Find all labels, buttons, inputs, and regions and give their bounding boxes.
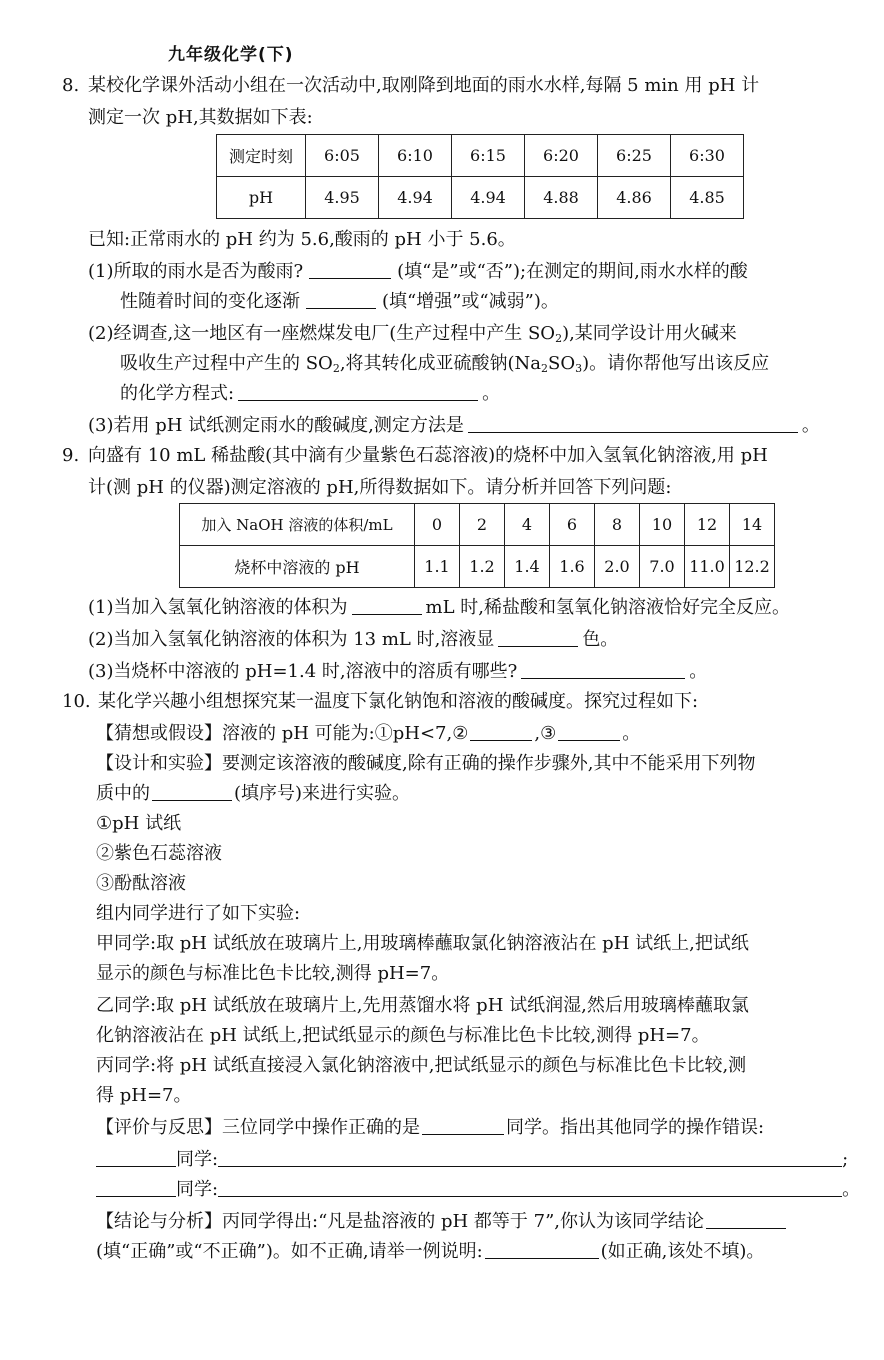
error-label: 同学: [176,1179,219,1200]
conclusion-blank[interactable] [706,1210,786,1229]
guess-tag: 【猜想或假设】 [96,723,222,744]
q8-cell: 4.94 [379,177,452,219]
q8-cell: 6:05 [306,135,379,177]
error-student-blank-1[interactable] [96,1148,176,1167]
q8-cell: 6:10 [379,135,452,177]
q9-part2 [88,628,618,652]
q8-p2-text3: ,将其转化成亚硫酸钠(Na [339,353,542,374]
q8-p1-text: (1)所取的雨水是否为酸雨? [88,261,304,282]
q9-part3 [88,660,707,684]
q9-cell-header-volume: 加入 NaOH 溶液的体积/mL [180,504,415,546]
q9-cell: 12.2 [730,546,775,588]
q10-conclusion-line1 [96,1210,786,1234]
q9-stem2: 计(测 pH 的仪器)测定溶液的 pH,所得数据如下。请分析并回答下列问题: [88,477,672,498]
eval-text1: 三位同学中操作正确的是 [222,1117,420,1138]
group-intro: 组内同学进行了如下实验: [96,903,301,924]
error-semicolon: ; [842,1149,849,1170]
q9-cell: 1.4 [505,546,550,588]
q9-cell: 6 [550,504,595,546]
q9-cell: 2 [460,504,505,546]
error-reason-blank-2[interactable] [218,1178,842,1197]
subscript: 2 [555,332,563,345]
subscript: 3 [575,362,583,375]
student-jia-line2: 显示的颜色与标准比色卡比较,测得 pH=7。 [96,963,450,984]
error-line-1 [96,1148,848,1172]
q9-cell: 2.0 [595,546,640,588]
q8-cell: 4.88 [525,177,598,219]
design-text2b: (填序号)来进行实验。 [234,783,411,804]
q8-part2-line3 [120,382,500,406]
q9-cell: 1.1 [415,546,460,588]
q9-cell: 8 [595,504,640,546]
student-yi-line2: 化钠溶液沾在 pH 试纸上,把试纸显示的颜色与标准比色卡比较,测得 pH=7。 [96,1025,710,1046]
q10-eval [96,1116,764,1140]
guess-mid: ,③ [534,723,557,744]
design-text2a: 质中的 [96,783,150,804]
q9-cell: 10 [640,504,685,546]
q9-cell: 14 [730,504,775,546]
q8-part3 [88,414,820,438]
q9-solute-blank[interactable] [521,660,685,679]
q9-stem1: 向盛有 10 mL 稀盐酸(其中滴有少量紫色石蕊溶液)的烧杯中加入氢氧化钠溶液,用 pH [88,445,768,466]
design-tag: 【设计和实验】 [96,753,222,774]
q10-number: 10. [62,691,91,712]
q8-p1-text2: (填“是”或“否”);在测定的期间,雨水水样的酸 [397,261,748,282]
q8-p1-text4: (填“增强”或“减弱”)。 [382,291,559,312]
conclusion-text2a: (填“正确”或“不正确”)。如不正确,请举一例说明: [96,1241,483,1262]
q9-cell: 7.0 [640,546,685,588]
design-text1: 要测定该溶液的酸碱度,除有正确的操作步骤外,其中不能采用下列物 [222,753,756,774]
q8-stem2: 测定一次 pH,其数据如下表: [88,107,313,128]
conclusion-tag: 【结论与分析】 [96,1211,222,1232]
q10-stem-text: 某化学兴趣小组想探究某一温度下氯化钠饱和溶液的酸碱度。探究过程如下: [98,691,699,712]
q9-table-row-volume [180,504,775,546]
q9-p3-text: (3)当烧杯中溶液的 pH=1.4 时,溶液中的溶质有哪些? [88,661,518,682]
q8-p1-answer-blank[interactable] [309,260,391,279]
q8-p2-text4: SO [548,353,576,374]
q10-design-line2 [96,782,410,806]
eval-tag: 【评价与反思】 [96,1117,222,1138]
q9-p1-text2: mL 时,稀盐酸和氢氧化钠溶液恰好完全反应。 [425,597,790,618]
q8-cell: 6:25 [598,135,671,177]
q9-cell: 12 [685,504,730,546]
guess-blank-2[interactable] [470,722,532,741]
option-3: ③酚酞溶液 [96,873,186,894]
q9-cell: 4 [505,504,550,546]
q8-cell: 6:20 [525,135,598,177]
error-line-2 [96,1178,860,1202]
q9-data-table [179,503,775,588]
student-bing-line1: 丙同学:将 pH 试纸直接浸入氯化钠溶液中,把试纸显示的颜色与标准比色卡比较,测 [96,1055,747,1076]
q9-p2-text: (2)当加入氢氧化钠溶液的体积为 13 mL 时,溶液显 [88,629,495,650]
page-header: 九年级化学(下) [168,45,294,65]
q9-cell: 0 [415,504,460,546]
q8-cell: 4.85 [671,177,744,219]
student-yi-line1: 乙同学:取 pH 试纸放在玻璃片上,先用蒸馏水将 pH 试纸润湿,然后用玻璃棒蘸取氯 [96,995,749,1016]
q8-p3-text: (3)若用 pH 试纸测定雨水的酸碱度,测定方法是 [88,415,464,436]
error-period: 。 [842,1179,861,1200]
q8-data-table [216,134,744,219]
q10-design-line1 [96,752,755,776]
conclusion-text2b: (如正确,该处不填)。 [600,1241,765,1262]
eval-correct-blank[interactable] [422,1116,504,1135]
q9-volume-blank[interactable] [352,596,422,615]
student-bing-line2: 得 pH=7。 [96,1085,192,1106]
q8-cell: 4.86 [598,177,671,219]
conclusion-text1: 丙同学得出:“凡是盐溶液的 pH 都等于 7”,你认为该同学结论 [222,1211,705,1232]
q8-part2-line1 [88,322,737,351]
q8-known: 已知:正常雨水的 pH 约为 5.6,酸雨的 pH 小于 5.6。 [88,229,516,250]
q8-cell-header-ph: pH [217,177,306,219]
q9-part1 [88,596,790,620]
q8-cell: 6:30 [671,135,744,177]
q8-p2-text6: 的化学方程式: [120,383,235,404]
q9-number: 9. [62,445,80,466]
q8-p1-trend-blank[interactable] [306,290,376,309]
q10-conclusion-line2 [96,1240,764,1264]
q8-p2-text5: )。请你帮他写出该反应 [582,353,770,374]
q8-p2-text2: 吸收生产过程中产生的 SO [120,353,333,374]
q8-p2-end: 。 [482,383,501,404]
student-jia-line1: 甲同学:取 pH 试纸放在玻璃片上,用玻璃棒蘸取氯化钠溶液沾在 pH 试纸上,把试纸 [96,933,749,954]
q10-guess [96,722,640,746]
guess-text: 溶液的 pH 可能为:①pH<7,② [222,723,469,744]
q8-p2-text: (2)经调查,这一地区有一座燃煤发电厂(生产过程中产生 SO [88,323,556,344]
example-blank[interactable] [485,1240,599,1259]
q8-stem-line1 [62,74,759,98]
q8-table-row-time [217,135,744,177]
option-2: ②紫色石蕊溶液 [96,843,222,864]
q8-cell: 6:15 [452,135,525,177]
guess-blank-3[interactable] [558,722,620,741]
q8-part2-line2 [120,352,769,381]
subscript: 2 [332,362,340,375]
q8-cell: 4.94 [452,177,525,219]
q8-method-blank[interactable] [468,414,798,433]
q9-p2-text2: 色。 [582,629,619,650]
q8-p1-text3: 性随着时间的变化逐渐 [120,291,300,312]
subscript: 2 [541,362,549,375]
error-student-blank-2[interactable] [96,1178,176,1197]
q9-table-row-ph [180,546,775,588]
q9-cell: 1.6 [550,546,595,588]
q9-color-blank[interactable] [498,628,578,647]
eval-text2: 同学。指出其他同学的操作错误: [506,1117,765,1138]
q8-p2-text-end: ),某同学设计用火碱来 [562,323,737,344]
q8-cell: 4.95 [306,177,379,219]
q9-cell: 1.2 [460,546,505,588]
q9-cell: 11.0 [685,546,730,588]
design-blank[interactable] [152,782,232,801]
q8-p3-end: 。 [801,415,820,436]
error-label: 同学: [176,1149,219,1170]
option-1: ①pH 试纸 [96,813,182,834]
q8-stem1: 某校化学课外活动小组在一次活动中,取刚降到地面的雨水水样,每隔 5 min 用 pH 计 [88,75,760,96]
q9-stem-line1 [62,444,768,468]
error-reason-blank-1[interactable] [218,1148,842,1167]
q9-p3-end: 。 [689,661,708,682]
q8-table-row-ph [217,177,744,219]
guess-end: 。 [622,723,641,744]
q8-equation-blank[interactable] [238,382,478,401]
q9-p1-text: (1)当加入氢氧化钠溶液的体积为 [88,597,348,618]
q10-stem [62,690,698,714]
q8-part1-line2 [120,290,559,314]
q9-cell-header-ph: 烧杯中溶液的 pH [180,546,415,588]
q8-part1-line1 [88,260,748,284]
q8-cell-header-time: 测定时刻 [217,135,306,177]
q8-number: 8. [62,75,80,96]
